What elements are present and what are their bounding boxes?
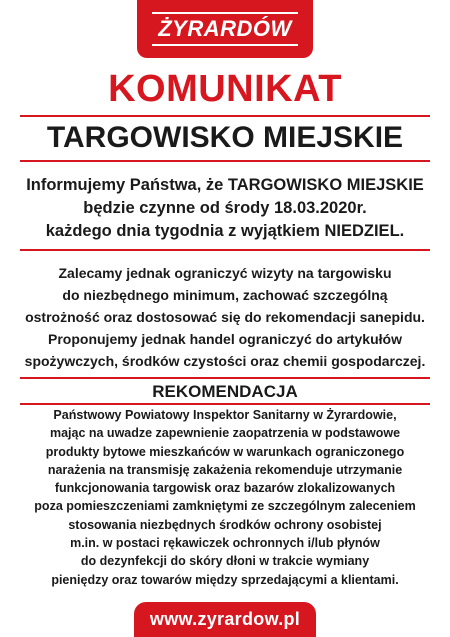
divider-info (20, 249, 430, 251)
body-line: funkcjonowania targowisk oraz bazarów zlokalizowanych (54, 481, 396, 496)
page-subtitle: TARGOWISKO MIEJSKIE (46, 121, 404, 154)
website-link[interactable]: www.zyrardow.pl (149, 609, 301, 629)
logo-text: ŻYRARDÓW (152, 14, 298, 44)
body-line: stosowania niezbędnych środków ochrony osobistej (68, 517, 382, 532)
divider-subtitle (20, 160, 430, 162)
recommend-line: Proponujemy jednak handel ograniczyć do artykułów (48, 331, 402, 347)
divider-section-bottom (20, 403, 430, 405)
body-line: poza pomieszczeniami zamkniętymi ze szczególnym zaleceniem (34, 499, 416, 514)
divider-section-top (20, 377, 430, 379)
body-line: produkty bytowe mieszkańców w warunkach ograniczonego (45, 444, 405, 459)
info-line: będzie czynne od środy 18.03.2020r. (83, 199, 367, 217)
section-heading: REKOMENDACJA (152, 382, 298, 401)
recommendation-paragraph (8, 262, 442, 372)
recommendation-body (10, 406, 440, 589)
info-line: Informujemy Państwa, że TARGOWISKO MIEJSKIE (26, 176, 424, 194)
divider-top (20, 115, 430, 117)
recommend-line: ostrożność oraz dostosować się do rekomendacji sanepidu. (25, 309, 425, 325)
page-title: KOMUNIKAT (108, 68, 342, 110)
body-line: m.in. w postaci rękawiczek ochronnych i/lub płynów (70, 536, 380, 551)
body-line: pieniędzy oraz towarów między sprzedającymi a klientami. (51, 572, 399, 587)
logo-banner (137, 0, 313, 58)
recommend-line: Zalecamy jednak ograniczyć wizyty na targowisku (58, 265, 392, 281)
recommend-line: spożywczych, środków czystości oraz chemii gospodarczej. (24, 353, 426, 369)
footer-banner (134, 602, 316, 637)
body-line: narażenia na transmisję zakażenia rekomenduje utrzymanie (47, 462, 403, 477)
body-line: Państwowy Powiatowy Inspektor Sanitarny w Żyrardowie, (53, 408, 397, 422)
info-line: każdego dnia tygodnia z wyjątkiem NIEDZIEL. (45, 222, 405, 240)
recommend-line: do niezbędnego minimum, zachować szczególną (62, 287, 388, 303)
info-paragraph (10, 174, 440, 243)
body-line: do dezynfekcji do skóry dłoni w trakcie wymiany (80, 554, 370, 569)
body-line: mając na uwadze zapewnienie zaopatrzenia w podstawowe (49, 426, 401, 441)
